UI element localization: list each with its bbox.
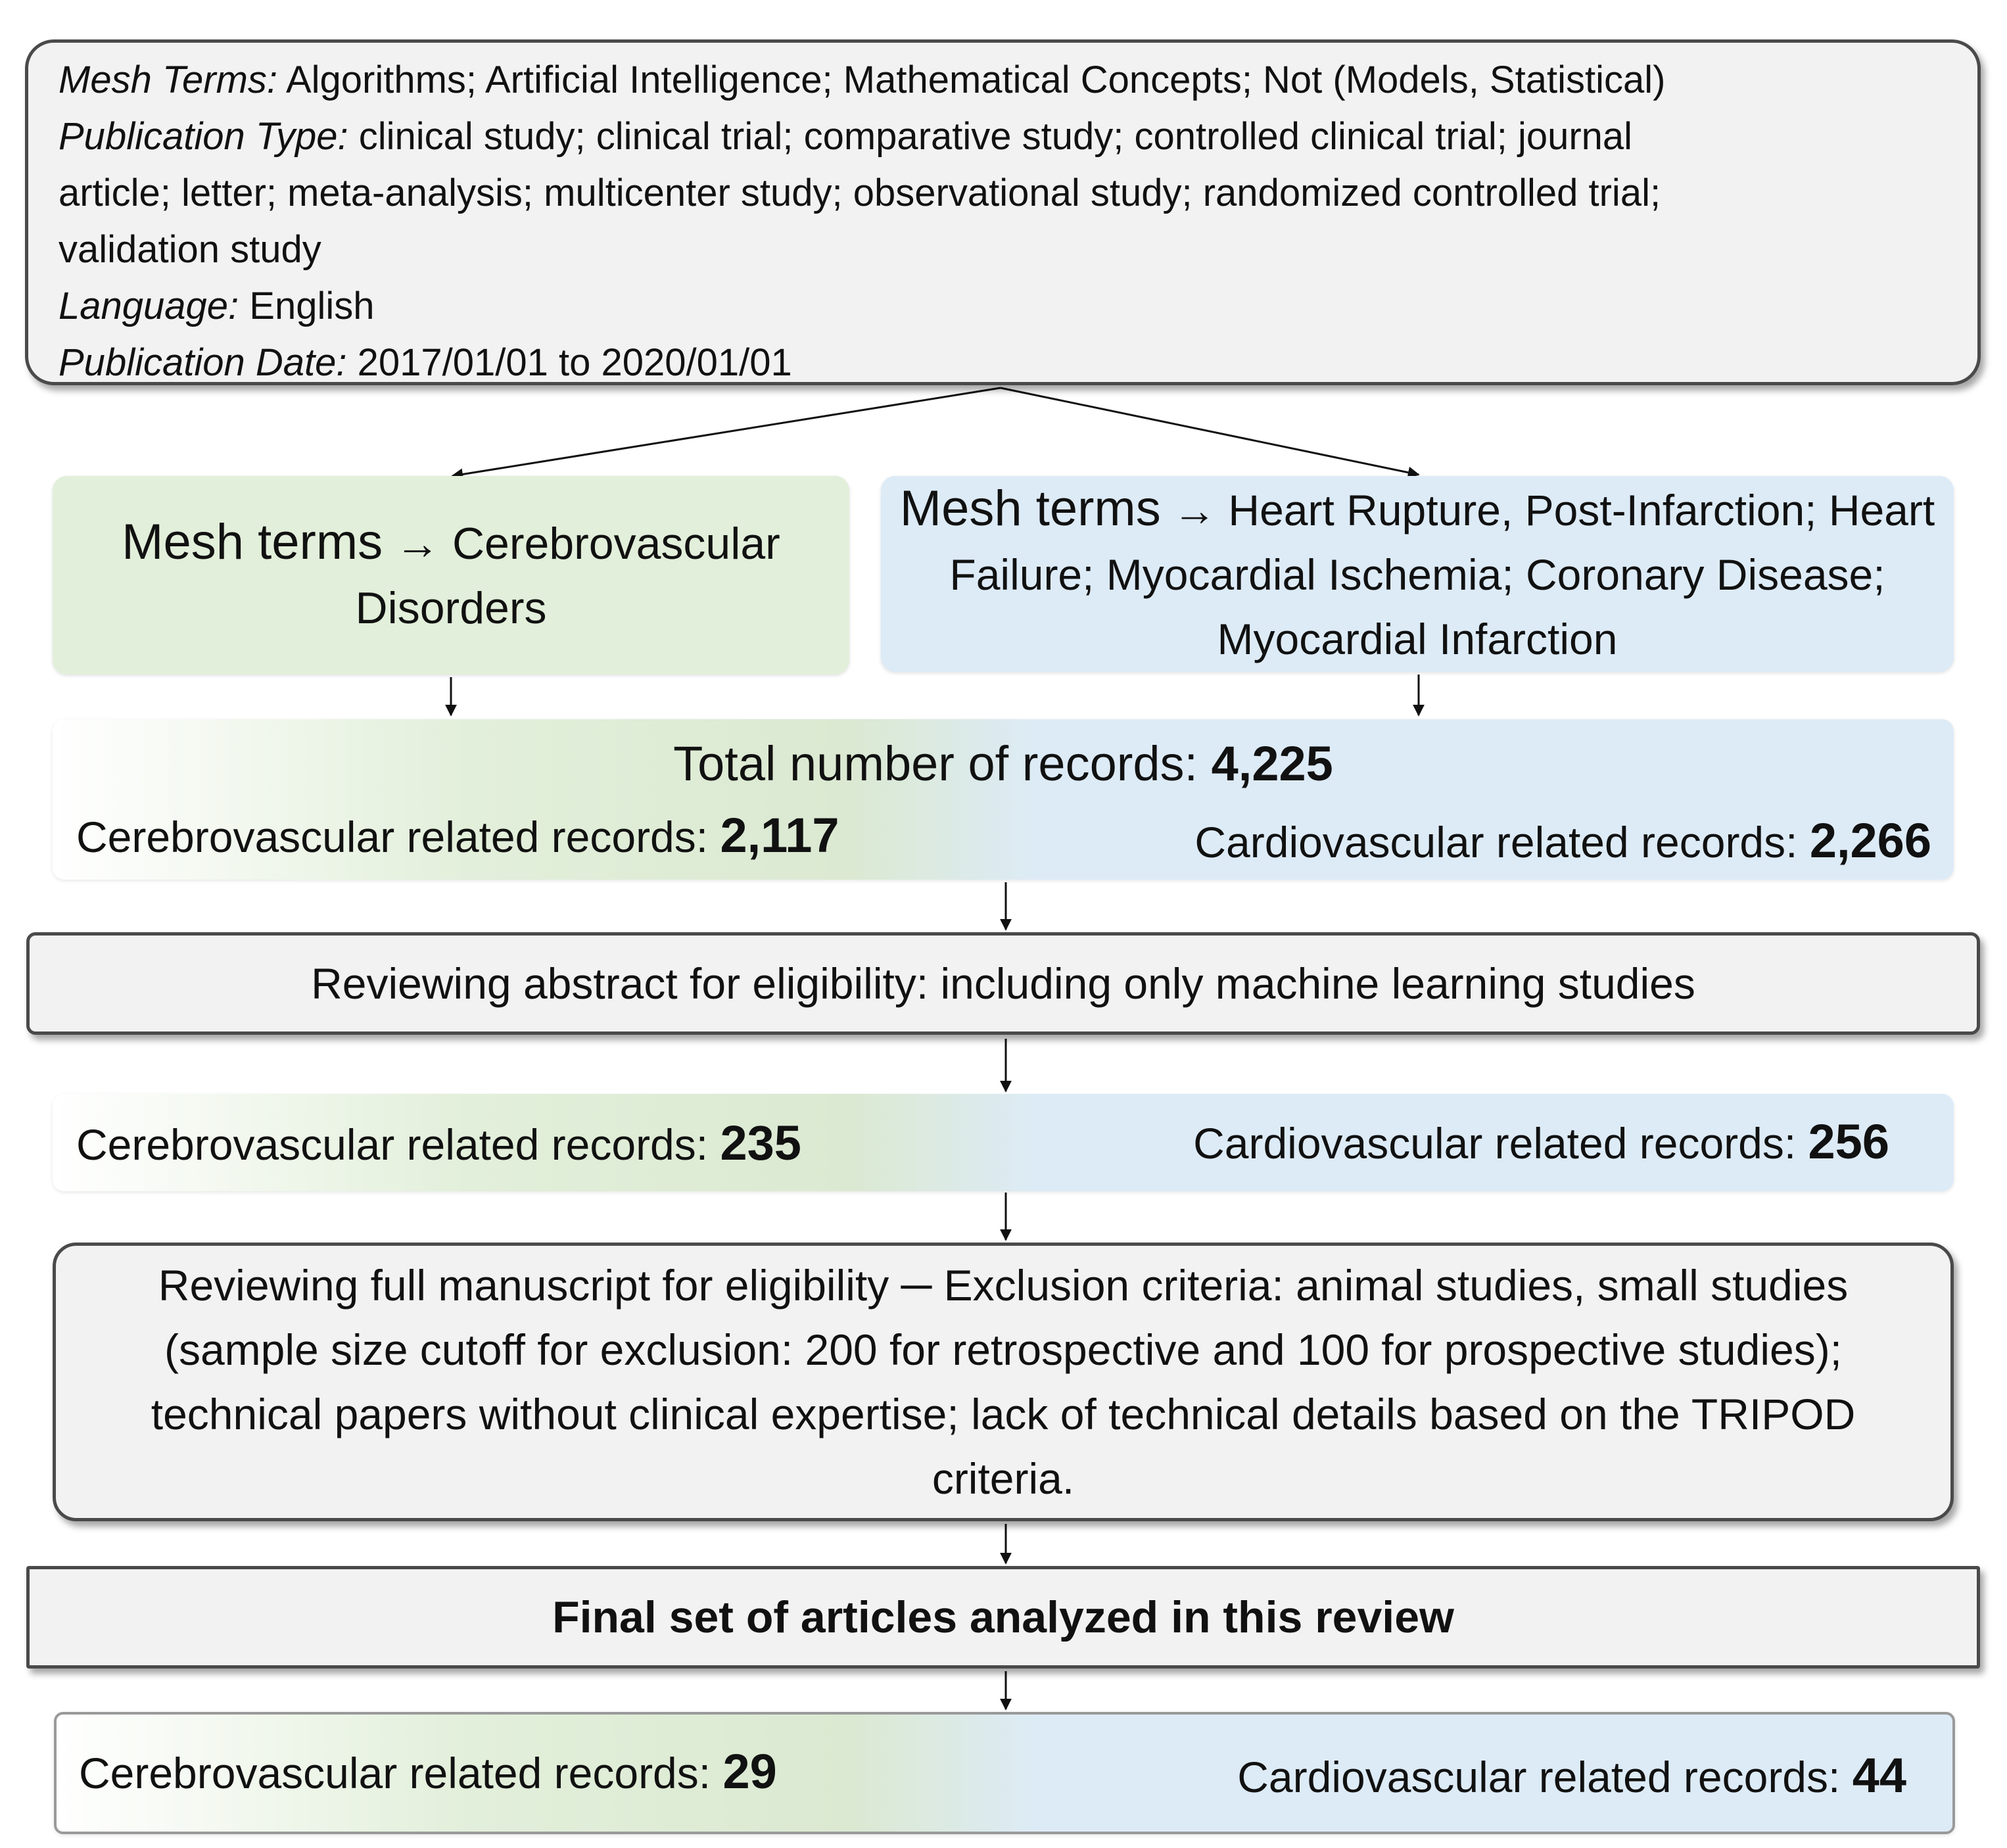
abstract-review-box [26, 932, 1980, 1035]
total-records-box [53, 719, 1954, 880]
cardiovascular-mesh-lead: Mesh terms [899, 481, 1161, 536]
abstract-cerebro-value: 235 [720, 1116, 801, 1170]
cardiovascular-mesh-box [881, 476, 1954, 672]
language-value: English [239, 285, 375, 327]
abstract-cardio-label: Cardiovascular related records: [1193, 1119, 1808, 1168]
language-line [59, 278, 1951, 335]
publication-date-label: Publication Date: [59, 341, 347, 384]
total-records-line [53, 731, 1954, 797]
final-cerebro-value: 29 [722, 1744, 777, 1799]
mesh-terms-label: Mesh Terms: [59, 59, 278, 101]
total-cardio-label: Cardiovascular related records: [1194, 818, 1810, 866]
cerebrovascular-mesh-lead: Mesh terms [122, 514, 383, 570]
cerebrovascular-mesh-terms: Cerebrovascular Disorders [355, 519, 780, 633]
arrow-search-to-cardio [1001, 388, 1419, 475]
abstract-records-box [53, 1094, 1954, 1191]
publication-type-value-1: clinical study; clinical trial; comparative study; controlled clinical trial; journal [348, 115, 1633, 158]
total-cerebro-label: Cerebrovascular related records: [76, 813, 720, 861]
publication-type-value-3: validation study [59, 228, 321, 271]
final-cerebro-label: Cerebrovascular related records: [79, 1749, 723, 1797]
total-cerebro-value: 2,117 [720, 808, 839, 863]
cardiovascular-mesh-text [894, 477, 1941, 671]
cardiovascular-mesh-terms: Heart Rupture, Post-Infarction; Heart Failure; Myocardial Ischemia; Coronary Disease; Myocardial Infarction [949, 486, 1935, 663]
final-set-text: Final set of articles analyzed in this review [552, 1592, 1454, 1642]
publication-type-label: Publication Type: [59, 115, 348, 158]
total-records-label: Total number of records: [673, 736, 1212, 791]
mesh-terms-value: Algorithms; Artificial Intelligence; Mathematical Concepts; Not (Models, Statistical) [277, 59, 1666, 101]
full-manuscript-review-text: Reviewing full manuscript for eligibility ─ Exclusion criteria: animal studies, small studies (sample size cutoff for exclusion: 200 for retrospective and 100 for prospective studies); technical papers without clinical expertise; lack of technical details based on the TRIPOD criteria. [151, 1261, 1856, 1503]
abstract-cerebro-records [76, 1114, 801, 1174]
arrow-search-to-cerebro [452, 388, 1001, 476]
abstract-review-text: Reviewing abstract for eligibility: including only machine learning studies [311, 959, 1695, 1008]
total-cardio-value: 2,266 [1809, 813, 1931, 868]
publication-type-value-2: article; letter; meta-analysis; multicenter study; observational study; randomized controlled trial; [59, 172, 1661, 214]
final-cardio-label: Cardiovascular related records: [1237, 1753, 1853, 1801]
language-label: Language: [59, 285, 239, 327]
publication-type-line [59, 108, 1951, 165]
abstract-cardio-records [1193, 1112, 1889, 1173]
total-cerebro-records [76, 806, 839, 866]
abstract-cerebro-label: Cerebrovascular related records: [76, 1120, 720, 1169]
final-cerebro-records [79, 1742, 777, 1803]
total-cardio-records [1194, 811, 1931, 872]
final-cardio-value: 44 [1852, 1748, 1906, 1803]
abstract-cardio-value: 256 [1808, 1114, 1889, 1169]
mesh-terms-line [59, 52, 1951, 108]
arrow-glyph: → [383, 519, 452, 569]
arrow-glyph: → [1160, 486, 1229, 534]
publication-date-line [59, 335, 1951, 391]
final-cardio-records [1237, 1746, 1906, 1807]
total-records-value: 4,225 [1211, 736, 1333, 791]
final-records-box [54, 1712, 1955, 1834]
cerebrovascular-mesh-text [72, 510, 830, 640]
final-set-box [26, 1566, 1980, 1669]
publication-date-value: 2017/01/01 to 2020/01/01 [346, 341, 792, 384]
cerebrovascular-mesh-box [53, 476, 849, 675]
full-manuscript-review-box [53, 1243, 1954, 1521]
search-criteria-box [25, 39, 1981, 385]
